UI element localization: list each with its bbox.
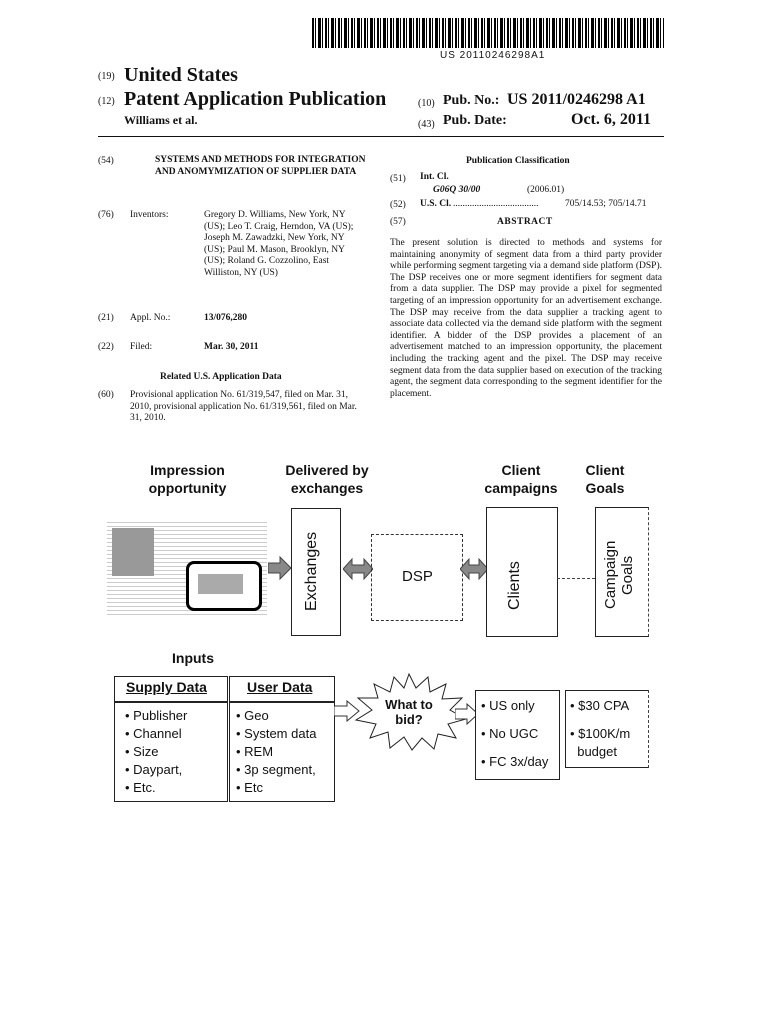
pub-no-label: Pub. No.: xyxy=(443,93,500,108)
supply-item: • Publisher xyxy=(125,708,188,723)
classification-heading: Publication Classification xyxy=(466,156,570,166)
webpage-image xyxy=(112,528,154,576)
authors: Williams et al. xyxy=(124,113,198,127)
inventors-label: Inventors: xyxy=(130,210,169,220)
impression-label: Impression opportunity xyxy=(148,462,227,496)
user-item: • Etc xyxy=(236,780,263,795)
filed-label: Filed: xyxy=(130,342,153,352)
abstract-heading: ABSTRACT xyxy=(497,217,553,227)
int-cl: G06Q 30/00 xyxy=(433,185,481,195)
code-21: (21) xyxy=(98,313,114,323)
arrow-right-icon xyxy=(268,556,292,580)
code-57: (57) xyxy=(390,217,406,227)
arrow-bidir-icon xyxy=(343,557,373,581)
us-cl-dots: .................................... xyxy=(453,199,539,209)
pub-type: Patent Application Publication xyxy=(124,88,387,110)
user-list-box xyxy=(229,702,335,802)
us-cl: 705/14.53; 705/14.71 xyxy=(565,199,647,209)
client-goals-label: Client Goals xyxy=(585,462,625,496)
exchanges-label: Exchanges xyxy=(303,531,320,611)
arrow-bidir-icon-2 xyxy=(460,557,488,581)
inputs-label: Inputs xyxy=(172,650,214,666)
code-52: (52) xyxy=(390,200,406,210)
related-text: Provisional application No. 61/319,547, filed on Mar. 31, 2010, provisional application No. 61/319,561, filed on Mar. 31, 2010. xyxy=(130,390,357,424)
header-rule xyxy=(98,136,664,137)
user-item: • System data xyxy=(236,726,317,741)
delivered-label: Delivered by exchanges xyxy=(285,462,369,496)
constraints-box xyxy=(475,690,560,780)
barcode-number: US 20110246298A1 xyxy=(440,50,546,61)
goals-box xyxy=(565,690,649,768)
user-item: • REM xyxy=(236,744,274,759)
code-10: (10) xyxy=(418,98,435,109)
code-76: (76) xyxy=(98,210,114,220)
supply-list-box xyxy=(114,702,228,802)
goal-item: • $30 CPA xyxy=(570,698,630,713)
pub-date-label: Pub. Date: xyxy=(443,113,507,128)
pub-date: Oct. 6, 2011 xyxy=(571,111,651,128)
code-12: (12) xyxy=(98,96,115,107)
what-to-bid: What to bid? xyxy=(385,697,433,727)
appl-label: Appl. No.: xyxy=(130,313,171,323)
user-item: • Geo xyxy=(236,708,269,723)
supply-item: • Channel xyxy=(125,726,182,741)
goal-item: • $100K/m budget xyxy=(570,726,631,759)
related-heading: Related U.S. Application Data xyxy=(160,372,282,382)
appl-no: 13/076,280 xyxy=(204,313,248,323)
ad-placeholder xyxy=(198,574,243,594)
campaign-goals-label: Campaign Goals xyxy=(602,540,636,610)
int-cl-year: (2006.01) xyxy=(527,185,565,195)
inventors: Gregory D. Williams, New York, NY (US); Leo T. Craig, Herndon, VA (US); Joseph M. Zawadzki, New York, NY (US); Paul M. Mason, Brooklyn, NY (US); Roland G. Cozzolino, East Williston, NY (US) xyxy=(204,210,354,278)
code-60: (60) xyxy=(98,390,114,400)
connector-dashed xyxy=(557,578,595,579)
user-heading: User Data xyxy=(247,679,313,695)
clients-label: Clients xyxy=(506,561,523,610)
title: SYSTEMS AND METHODS FOR INTEGRATION AND ANOMYMIZATION OF SUPPLIER DATA xyxy=(155,155,366,177)
country: United States xyxy=(124,64,238,86)
barcode xyxy=(312,18,664,48)
code-54: (54) xyxy=(98,156,114,166)
code-19: (19) xyxy=(98,71,115,82)
pub-no: US 2011/0246298 A1 xyxy=(507,91,646,108)
client-campaigns-label: Client campaigns xyxy=(484,462,558,496)
dsp-label: DSP xyxy=(402,568,433,585)
code-22: (22) xyxy=(98,342,114,352)
us-cl-label: U.S. Cl. xyxy=(420,199,452,209)
supply-heading: Supply Data xyxy=(126,679,207,695)
supply-item: • Size xyxy=(125,744,159,759)
code-43: (43) xyxy=(418,119,435,130)
supply-item: • Daypart, xyxy=(125,762,183,777)
supply-item: • Etc. xyxy=(125,780,156,795)
constraint-item: • No UGC xyxy=(481,726,539,741)
int-cl-label: Int. Cl. xyxy=(420,172,449,182)
filed-date: Mar. 30, 2011 xyxy=(204,342,259,352)
constraint-item: • FC 3x/day xyxy=(481,754,549,769)
abstract-text: The present solution is directed to methods and systems for maintaining anonymity of segment data from a third party provider while performing segment targeting via a demand side platform (DSP). The DSP receives one or more segment identifiers for segment data from a data supplier. The DSP may provide a pixel for segmented targeting of an impression opportunity for an advertisement exchange. The DSP may receive from the data supplier a tracking agent to associate data collected via the demand side platform with the segment identifier. A bidder of the DSP provides a placement of an advertisement matched to an impression opportunity, the placement including the tracking agent and the pixel. The DSP may receive segment data from the data supplier based on execution of the tracking agent, the segment data corresponding to the segment identifier for the placement. xyxy=(390,238,662,399)
code-51: (51) xyxy=(390,174,406,184)
user-item: • 3p segment, xyxy=(236,762,316,777)
constraint-item: • US only xyxy=(481,698,535,713)
